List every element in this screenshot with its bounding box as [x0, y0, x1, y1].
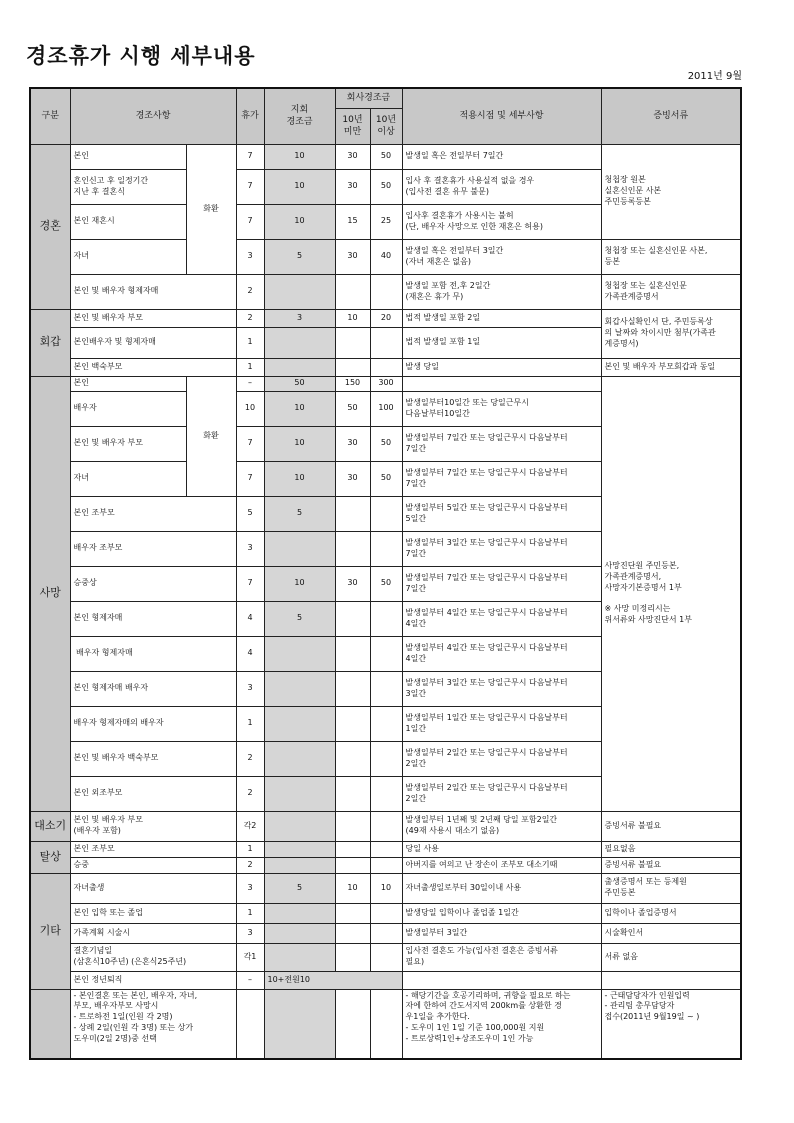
detail-cell: 발생 당일	[402, 358, 601, 376]
detail-cell	[402, 971, 601, 989]
under10-cell	[335, 857, 370, 873]
category-mourning: 탈상	[30, 841, 70, 873]
over10-cell: 40	[370, 239, 402, 274]
docs-cell: 회갑사실확인서 단, 주민등록상 의 날짜와 차이시만 첨부(가족관 계증명서)	[601, 309, 741, 358]
leave-cell: 3	[236, 531, 264, 566]
docs-cell: 필요없음	[601, 841, 741, 857]
leave-cell: 1	[236, 841, 264, 857]
leave-cell: 각2	[236, 811, 264, 841]
under10-cell	[335, 706, 370, 741]
union-cell	[264, 706, 335, 741]
docs-cell: 증빙서류 불필요	[601, 857, 741, 873]
leave-cell: 1	[236, 358, 264, 376]
detail-cell: 발생일부터 1일간 또는 당일근무시 다음날부터 1일간	[402, 706, 601, 741]
over10-cell	[370, 327, 402, 358]
event-cell: 본인 및 배우자 백숙부모	[70, 741, 236, 776]
over10-cell	[370, 741, 402, 776]
event-cell: 결혼기념일 (삼혼식10주년) (은혼식25주년)	[70, 943, 236, 971]
detail-cell: 발생일부터 3일간 또는 당일근무시 다음날부터 7일간	[402, 531, 601, 566]
under10-cell	[335, 496, 370, 531]
under10-cell: 30	[335, 169, 370, 204]
leave-cell: 10	[236, 391, 264, 426]
union-cell: 5	[264, 496, 335, 531]
detail-cell: 발생일부터 4일간 또는 당일근무시 다음날부터 4일간	[402, 636, 601, 671]
union-cell: 10	[264, 566, 335, 601]
leave-cell: 7	[236, 169, 264, 204]
event-cell: 자녀	[70, 461, 186, 496]
union-cell	[264, 903, 335, 923]
event-cell: 배우자 조부모	[70, 531, 236, 566]
union-cell: 10+전원10	[264, 971, 402, 989]
category-marriage: 경혼	[30, 144, 70, 309]
leave-cell: 2	[236, 776, 264, 811]
event-cell: 본인 조부모	[70, 496, 236, 531]
header-category: 구분	[30, 88, 70, 144]
leave-cell: 7	[236, 461, 264, 496]
docs-cell: 본인 및 배우자 부모회갑과 동일	[601, 358, 741, 376]
under10-cell	[335, 358, 370, 376]
under10-cell	[335, 741, 370, 776]
under10-cell	[335, 601, 370, 636]
detail-cell	[402, 376, 601, 391]
header-over10: 10년 이상	[370, 108, 402, 144]
detail-cell: 입사전 결혼도 가능(입사전 결혼은 증빙서류 필요)	[402, 943, 601, 971]
over10-cell	[370, 811, 402, 841]
event-cell: 본인 조부모	[70, 841, 236, 857]
detail-cell: 발생일부터 7일간 또는 당일근무시 다음날부터 7일간	[402, 566, 601, 601]
detail-cell: 입사후 결혼휴가 사용시는 불허 (단, 배우자 사망으로 인한 재혼은 허용)	[402, 204, 601, 239]
detail-cell: 법적 발생일 포함 1일	[402, 327, 601, 358]
over10-cell	[370, 706, 402, 741]
event-cell: 배우자 형제자매의 배우자	[70, 706, 236, 741]
leave-cell: 1	[236, 903, 264, 923]
union-cell	[264, 327, 335, 358]
leave-cell: 1	[236, 706, 264, 741]
under10-cell: 30	[335, 426, 370, 461]
detail-cell: 발생일부터 1년째 및 2년째 당일 포함2일간 (49재 사용시 대소기 없음)	[402, 811, 601, 841]
event-cell: 자녀	[70, 239, 186, 274]
under10-cell: 50	[335, 391, 370, 426]
under10-cell	[335, 841, 370, 857]
under10-cell	[335, 811, 370, 841]
header-leave: 휴가	[236, 88, 264, 144]
union-cell	[264, 943, 335, 971]
event-cell: 본인 및 배우자 형제자매	[70, 274, 236, 309]
detail-cell: 발생일부터 3일간	[402, 923, 601, 943]
leave-cell: 1	[236, 327, 264, 358]
leave-cell: 2	[236, 741, 264, 776]
detail-cell: 발생일 혹은 전일부터 3일간 (자녀 재혼은 없음)	[402, 239, 601, 274]
union-cell	[264, 741, 335, 776]
detail-cell: 발생일부터 2일간 또는 당일근무시 다음날부터 2일간	[402, 741, 601, 776]
event-cell: 배우자	[70, 391, 186, 426]
over10-cell	[370, 671, 402, 706]
header-under10: 10년 미만	[335, 108, 370, 144]
docs-cell: 사망진단원 주민등본, 가족관계증명서, 사망자기본증명서 1부 ※ 사망 미정리시는 위서류와 사망진단서 1부	[601, 376, 741, 811]
leave-table	[29, 87, 742, 1060]
union-cell: 10	[264, 426, 335, 461]
over10-cell	[370, 358, 402, 376]
event-cell: 본인 및 배우자 부모 (배우자 포함)	[70, 811, 236, 841]
over10-cell: 50	[370, 426, 402, 461]
docs-cell: 증빙서류 불필요	[601, 811, 741, 841]
under10-cell	[335, 274, 370, 309]
notes-left: - 본인결혼 또는 본인, 배우자, 자녀, 부모, 배우자부모 사망시 - 트로하전 1일(인원 각 2명) - 상례 2일(인원 각 3명) 또는 상가 도우미(2일 2명)중 선택	[70, 989, 236, 1059]
leave-cell: 2	[236, 309, 264, 327]
under10-cell	[335, 531, 370, 566]
event-cell: 본인 재혼시	[70, 204, 186, 239]
event-cell: 승중	[70, 857, 236, 873]
union-cell	[264, 671, 335, 706]
leave-cell: 3	[236, 873, 264, 903]
event-cell: 본인 및 배우자 부모	[70, 309, 236, 327]
under10-cell: 15	[335, 204, 370, 239]
header-details: 적용시점 및 세부사항	[402, 88, 601, 144]
under10-cell: 10	[335, 873, 370, 903]
over10-cell	[370, 776, 402, 811]
notes-docs: - 근태담당자가 인원입력 - 관리팀 총무담당자 접수(2011년 9월19일 ~ )	[601, 989, 741, 1059]
detail-cell: 입사 후 결혼휴가 사용실적 없을 경우 (입사전 결혼 유무 불문)	[402, 169, 601, 204]
over10-cell	[370, 841, 402, 857]
docs-cell	[601, 971, 741, 989]
over10-cell: 50	[370, 566, 402, 601]
docs-cell: 청첩장 또는 실혼신인문 사본, 등본	[601, 239, 741, 274]
leave-cell: 4	[236, 636, 264, 671]
over10-cell: 50	[370, 461, 402, 496]
detail-cell: 법적 발생일 포함 2일	[402, 309, 601, 327]
union-cell: 10	[264, 204, 335, 239]
leave-cell: 3	[236, 239, 264, 274]
category-sixty: 회갑	[30, 309, 70, 376]
under10-cell	[335, 327, 370, 358]
document-date: 2011년 9월	[687, 71, 742, 82]
event-cell: 본인 형제자매	[70, 601, 236, 636]
under10-cell	[335, 943, 370, 971]
detail-cell: 발생일부터10일간 또는 당일근무시 다음날부터10일간	[402, 391, 601, 426]
page-title: 경조휴가 시행 세부내용	[26, 44, 256, 68]
union-cell: 5	[264, 601, 335, 636]
leave-cell: 7	[236, 426, 264, 461]
under10-cell	[335, 903, 370, 923]
over10-cell	[370, 636, 402, 671]
over10-cell	[370, 274, 402, 309]
detail-cell: 발생일부터 2일간 또는 당일근무시 다음날부터 2일간	[402, 776, 601, 811]
leave-cell: 각1	[236, 943, 264, 971]
under10-cell: 30	[335, 461, 370, 496]
notes-over10	[370, 989, 402, 1059]
notes-leave	[236, 989, 264, 1059]
under10-cell	[335, 776, 370, 811]
union-cell: 5	[264, 239, 335, 274]
over10-cell	[370, 601, 402, 636]
docs-cell: 청첩장 또는 실혼신인문 가족관계증명서	[601, 274, 741, 309]
detail-cell: 발생일부터 3일간 또는 당일근무시 다음날부터 3일간	[402, 671, 601, 706]
header-event: 경조사항	[70, 88, 236, 144]
union-cell: 5	[264, 873, 335, 903]
union-cell	[264, 841, 335, 857]
over10-cell: 10	[370, 873, 402, 903]
event-cell: 배우자 형제자매	[70, 636, 236, 671]
leave-cell: 3	[236, 671, 264, 706]
union-cell	[264, 857, 335, 873]
header-docs: 증빙서류	[601, 88, 741, 144]
over10-cell: 300	[370, 376, 402, 391]
union-cell	[264, 776, 335, 811]
docs-cell: 시술확인서	[601, 923, 741, 943]
event-cell: 본인	[70, 144, 186, 169]
union-cell: 10	[264, 391, 335, 426]
docs-cell: 청첩장 원본 실혼신인문 사본 주민등록등본	[601, 144, 741, 239]
category-death: 사망	[30, 376, 70, 811]
category-other: 기타	[30, 873, 70, 989]
detail-cell: 발생일 포함 전,후 2일간 (재혼은 휴가 무)	[402, 274, 601, 309]
event-cell: 본인 백숙부모	[70, 358, 236, 376]
union-cell	[264, 636, 335, 671]
over10-cell	[370, 903, 402, 923]
detail-cell: 발생당일 입학이나 졸업졸 1일간	[402, 903, 601, 923]
detail-cell: 발생일부터 7일간 또는 당일근무시 다음날부터 7일간	[402, 426, 601, 461]
over10-cell	[370, 531, 402, 566]
over10-cell: 25	[370, 204, 402, 239]
union-cell	[264, 811, 335, 841]
header-company: 회사경조금	[335, 88, 402, 108]
under10-cell: 30	[335, 239, 370, 274]
wreath-label: 화환	[186, 376, 236, 496]
detail-cell: 발생일 혹은 전일부터 7일간	[402, 144, 601, 169]
event-cell: 자녀출생	[70, 873, 236, 903]
union-cell: 3	[264, 309, 335, 327]
union-cell: 10	[264, 169, 335, 204]
leave-cell: –	[236, 971, 264, 989]
docs-cell: 입학이나 졸업증명서	[601, 903, 741, 923]
leave-cell: 5	[236, 496, 264, 531]
docs-cell: 서류 없음	[601, 943, 741, 971]
notes-union	[264, 989, 335, 1059]
event-cell: 가족계획 시술시	[70, 923, 236, 943]
event-cell: 본인배우자 및 형제자매	[70, 327, 236, 358]
union-cell	[264, 274, 335, 309]
event-cell: 본인 입학 또는 졸업	[70, 903, 236, 923]
event-cell: 본인 및 배우자 부모	[70, 426, 186, 461]
under10-cell: 30	[335, 144, 370, 169]
leave-cell: 7	[236, 204, 264, 239]
over10-cell	[370, 496, 402, 531]
leave-cell: 7	[236, 144, 264, 169]
union-cell	[264, 531, 335, 566]
over10-cell	[370, 857, 402, 873]
notes-category	[30, 989, 70, 1059]
category-memorial: 대소기	[30, 811, 70, 841]
over10-cell: 100	[370, 391, 402, 426]
notes-under10	[335, 989, 370, 1059]
docs-cell: 출생증명서 또는 등제원 주민등본	[601, 873, 741, 903]
leave-cell: 4	[236, 601, 264, 636]
under10-cell	[335, 636, 370, 671]
under10-cell: 30	[335, 566, 370, 601]
wreath-label: 화환	[186, 144, 236, 274]
union-cell: 10	[264, 461, 335, 496]
under10-cell	[335, 671, 370, 706]
leave-cell: 3	[236, 923, 264, 943]
union-cell	[264, 923, 335, 943]
leave-cell: –	[236, 376, 264, 391]
union-cell: 50	[264, 376, 335, 391]
event-cell: 혼인신고 후 일정기간 지난 후 결혼식	[70, 169, 186, 204]
union-cell	[264, 358, 335, 376]
over10-cell: 50	[370, 169, 402, 204]
event-cell: 본인	[70, 376, 186, 391]
over10-cell: 50	[370, 144, 402, 169]
event-cell: 승중상	[70, 566, 236, 601]
under10-cell: 150	[335, 376, 370, 391]
notes-right: - 해당기간을 호공기리하며, 귀향을 필요로 하는 자에 한하여 간도서지역 200km를 상환한 경 우1일을 추가한다. - 도우미 1인 1일 기준 100,000원 지원 - 트로상력1인+상조도우미 1인 가능	[402, 989, 601, 1059]
event-cell: 본인 정년퇴직	[70, 971, 236, 989]
over10-cell: 20	[370, 309, 402, 327]
leave-cell: 2	[236, 857, 264, 873]
detail-cell: 아버지를 여의고 난 장손이 조부모 대소기때	[402, 857, 601, 873]
under10-cell: 10	[335, 309, 370, 327]
over10-cell	[370, 943, 402, 971]
detail-cell: 발생일부터 5일간 또는 당일근무시 다음날부터 5일간	[402, 496, 601, 531]
over10-cell	[370, 923, 402, 943]
detail-cell: 발생일부터 4일간 또는 당일근무시 다음날부터 4일간	[402, 601, 601, 636]
under10-cell	[335, 923, 370, 943]
leave-cell: 2	[236, 274, 264, 309]
detail-cell: 자녀출생일로부터 30일이내 사용	[402, 873, 601, 903]
header-union: 지회 경조금	[264, 88, 335, 144]
event-cell: 본인 형제자매 배우자	[70, 671, 236, 706]
union-cell: 10	[264, 144, 335, 169]
detail-cell: 발생일부터 7일간 또는 당일근무시 다음날부터 7일간	[402, 461, 601, 496]
detail-cell: 당일 사용	[402, 841, 601, 857]
leave-cell: 7	[236, 566, 264, 601]
event-cell: 본인 외조부모	[70, 776, 236, 811]
